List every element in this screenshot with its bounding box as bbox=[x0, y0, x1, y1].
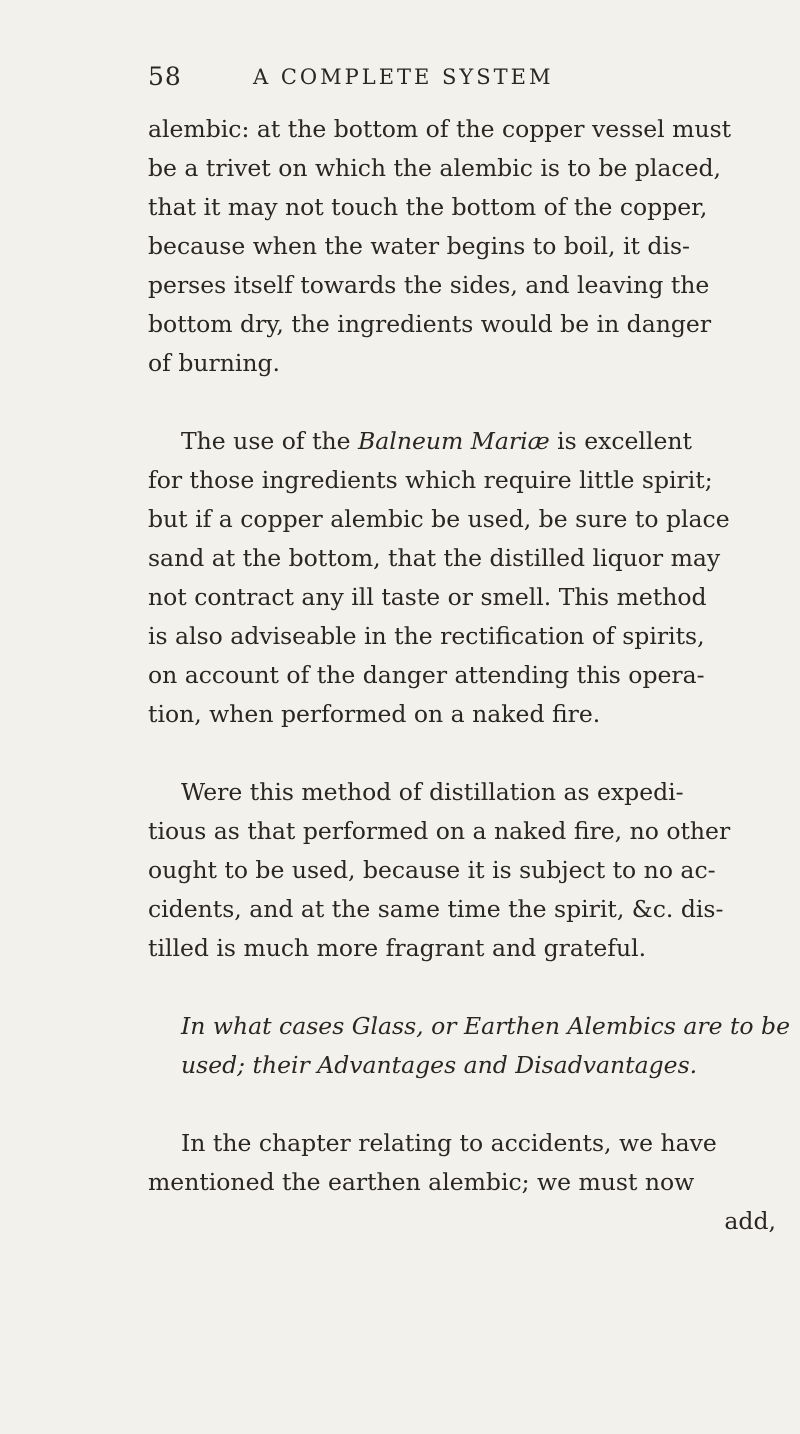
paragraph-gap bbox=[148, 383, 786, 422]
text-run: is excellent bbox=[549, 427, 692, 455]
text-line: mentioned the earthen alembic; we must now bbox=[148, 1168, 695, 1196]
text-line: In the chapter relating to accidents, we have bbox=[181, 1129, 717, 1157]
text-run: The use of the bbox=[181, 427, 359, 455]
running-head: A COMPLETE SYSTEM bbox=[253, 65, 554, 89]
text-line: is also adviseable in the rectification of spirits, bbox=[148, 622, 705, 650]
text-line: because when the water begins to boil, it dis- bbox=[148, 232, 690, 260]
text-line: ought to be used, because it is subject to no ac- bbox=[148, 856, 716, 884]
text-line: but if a copper alembic be used, be sure to place bbox=[148, 505, 730, 533]
text-line: tious as that performed on a naked fire, no other bbox=[148, 817, 731, 845]
text-line: Were this method of distillation as expedi- bbox=[181, 778, 684, 806]
text-line: for those ingredients which require little spirit; bbox=[148, 466, 713, 494]
page-header bbox=[148, 62, 708, 102]
paragraph-gap bbox=[148, 968, 786, 1007]
text-line: bottom dry, the ingredients would be in danger bbox=[148, 310, 712, 338]
text-line: that it may not touch the bottom of the copper, bbox=[148, 193, 708, 221]
text-line: tion, when performed on a naked fire. bbox=[148, 700, 601, 728]
text-line: sand at the bottom, that the distilled liquor may bbox=[148, 544, 721, 572]
paragraph-gap bbox=[148, 1085, 786, 1124]
text-line bbox=[148, 422, 786, 461]
section-heading-line: In what cases Glass, or Earthen Alembics are to be bbox=[181, 1012, 790, 1040]
page-number: 58 bbox=[148, 62, 182, 91]
catchword: add, bbox=[724, 1207, 776, 1235]
text-line: tilled is much more fragrant and grateful. bbox=[148, 934, 647, 962]
body-text bbox=[148, 110, 790, 1241]
text-line: perses itself towards the sides, and leaving the bbox=[148, 271, 710, 299]
text-line: not contract any ill taste or smell. This method bbox=[148, 583, 707, 611]
text-line: be a trivet on which the alembic is to be placed, bbox=[148, 154, 722, 182]
text-line: on account of the danger attending this opera- bbox=[148, 661, 705, 689]
section-heading-line: used; their Advantages and Disadvantages. bbox=[181, 1051, 698, 1079]
text-line: of burning. bbox=[148, 349, 281, 377]
paragraph-gap bbox=[148, 734, 786, 773]
text-line: cidents, and at the same time the spirit, &c. dis- bbox=[148, 895, 724, 923]
italic-term: Balneum Mariæ bbox=[358, 427, 550, 455]
text-line: alembic: at the bottom of the copper vessel must bbox=[148, 115, 732, 143]
